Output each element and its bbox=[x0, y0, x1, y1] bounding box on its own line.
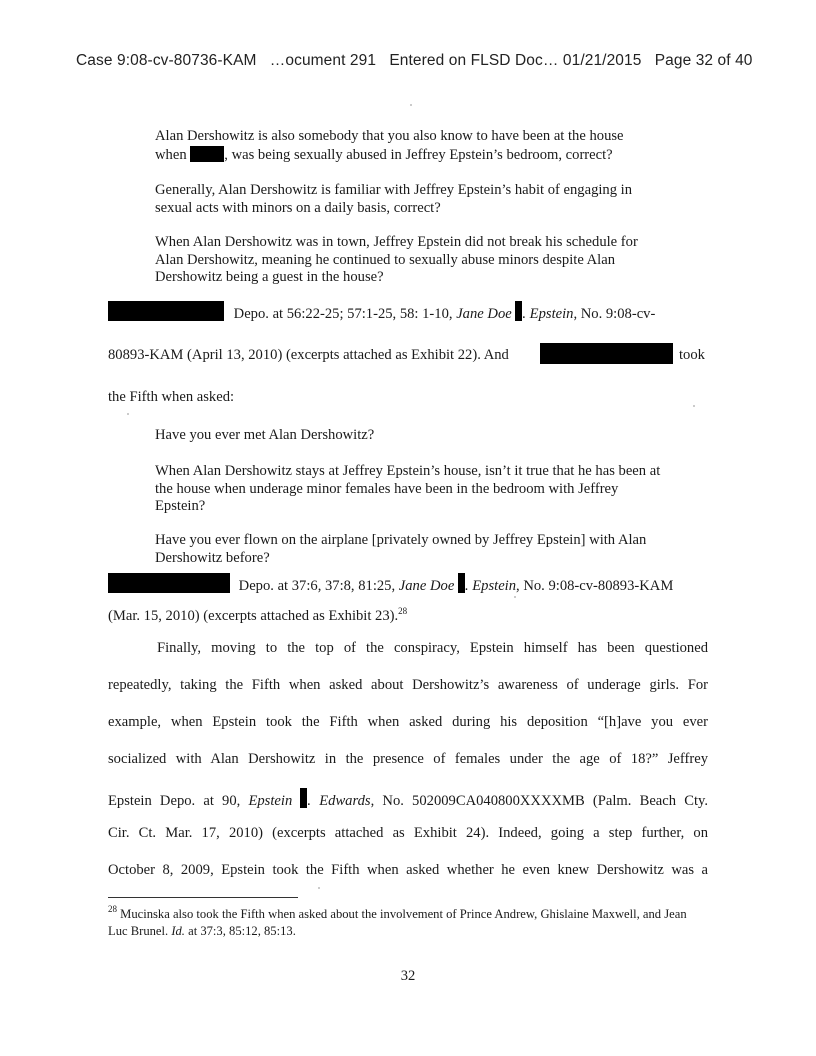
body-text: Epstein Depo. at 90, bbox=[108, 793, 241, 809]
citation-line: the Fifth when asked: bbox=[108, 389, 235, 405]
citation-line bbox=[679, 347, 705, 364]
question-paragraph: When Alan Dershowitz was in town, Jeffrey Epstein did not break his schedule for Alan Dershowitz, meaning he continued to sexually abuse minors despite Alan Dershowitz being a guest in the house? bbox=[155, 234, 638, 285]
document-number: …ocument 291 bbox=[269, 52, 377, 69]
scan-speck bbox=[127, 413, 129, 415]
footnote bbox=[108, 906, 708, 940]
redaction-block bbox=[108, 573, 230, 593]
footnote-marker: 28 bbox=[108, 904, 117, 914]
body-line: Finally, moving to the top of the conspiracy, Epstein himself has been questioned bbox=[157, 640, 708, 656]
citation-text: (Mar. 15, 2010) (excerpts attached as Exhibit 23). bbox=[108, 608, 399, 624]
body-line: example, when Epstein took the Fifth when asked during his deposition “[h]ave you ever bbox=[108, 714, 708, 730]
citation-text: , No. 9:08-cv-80893-KAM bbox=[516, 578, 674, 594]
citation-line bbox=[108, 573, 673, 595]
case-name: Jane Doe bbox=[398, 578, 455, 594]
redaction-block bbox=[108, 301, 224, 321]
citation-text: , No. 9:08-cv- bbox=[573, 306, 656, 322]
body-line: Cir. Ct. Mar. 17, 2010) (excerpts attached as Exhibit 24). Indeed, going a step further, on bbox=[108, 825, 708, 841]
footnote-text: Mucinska also took the Fifth when asked about the involvement of Prince Andrew, Ghislaine Maxwell, and Jean Luc Brunel. bbox=[108, 907, 687, 938]
redaction-block bbox=[458, 573, 465, 593]
question-paragraph: Have you ever flown on the airplane [privately owned by Jeffrey Epstein] with Alan Dershowitz before? bbox=[155, 532, 647, 566]
case-name: . Epstein bbox=[522, 306, 574, 322]
page-number: 32 bbox=[400, 968, 416, 984]
scan-speck bbox=[318, 887, 320, 889]
question-paragraph: Have you ever met Alan Dershowitz? bbox=[155, 427, 375, 443]
redaction-block bbox=[540, 343, 673, 364]
footnote-text: at 37:3, 85:12, 85:13. bbox=[184, 924, 296, 938]
case-header bbox=[76, 52, 753, 70]
footnote-divider bbox=[108, 897, 298, 898]
citation-line bbox=[108, 608, 407, 625]
citation-text: 80893-KAM (April 13, 2010) (excerpts attached as Exhibit 22). And bbox=[108, 347, 509, 363]
footnote-citation: Id. bbox=[171, 924, 185, 938]
question-text: , was being sexually abused in Jeffrey Epstein’s bedroom, correct? bbox=[224, 146, 613, 163]
body-line bbox=[108, 788, 708, 810]
question-paragraph: Generally, Alan Dershowitz is familiar with Jeffrey Epstein’s habit of engaging in sexual acts with minors on a daily basis, correct? bbox=[155, 182, 633, 216]
question-text: Alan Dershowitz is also somebody that you also know to have been at the house bbox=[155, 128, 624, 144]
redaction-block bbox=[190, 146, 224, 162]
scan-speck bbox=[514, 596, 516, 598]
body-text: , No. 502009CA040800XXXXMB (Palm. Beach Cty. bbox=[370, 793, 708, 809]
question-paragraph: When Alan Dershowitz stays at Jeffrey Epstein’s house, isn’t it true that he has been at the house when underage minor females have been in the bedroom with Jeffrey Epstein? bbox=[155, 463, 661, 514]
case-name: . Epstein bbox=[464, 578, 517, 594]
case-name: Jane Doe bbox=[456, 306, 512, 322]
citation-line bbox=[108, 301, 655, 323]
entered-date: Entered on FLSD Doc… 01/21/2015 bbox=[389, 52, 642, 69]
case-number: Case 9:08-cv-80736-KAM bbox=[76, 52, 257, 69]
citation-line bbox=[108, 347, 509, 364]
body-line: socialized with Alan Dershowitz in the presence of females under the age of 18?” Jeffrey bbox=[108, 751, 708, 767]
footnote-marker: 28 bbox=[398, 606, 408, 616]
body-line: October 8, 2009, Epstein took the Fifth when asked whether he even knew Dershowitz was a bbox=[108, 862, 708, 878]
question-paragraph bbox=[155, 128, 663, 164]
citation-text: Depo. at 56:22-25; 57:1-25, 58: 1-10, bbox=[233, 306, 453, 322]
scan-speck bbox=[410, 104, 412, 106]
citation-text: Depo. at 37:6, 37:8, 81:25, bbox=[238, 578, 396, 594]
page-count: Page 32 of 40 bbox=[654, 52, 753, 69]
case-name: Epstein bbox=[248, 793, 293, 809]
citation-text: took bbox=[679, 347, 705, 363]
body-line: repeatedly, taking the Fifth when asked about Dershowitz’s awareness of underage girls. For bbox=[108, 677, 708, 693]
scan-speck bbox=[693, 405, 695, 407]
case-name: . Edwards bbox=[307, 793, 371, 809]
question-text: when bbox=[155, 146, 187, 163]
